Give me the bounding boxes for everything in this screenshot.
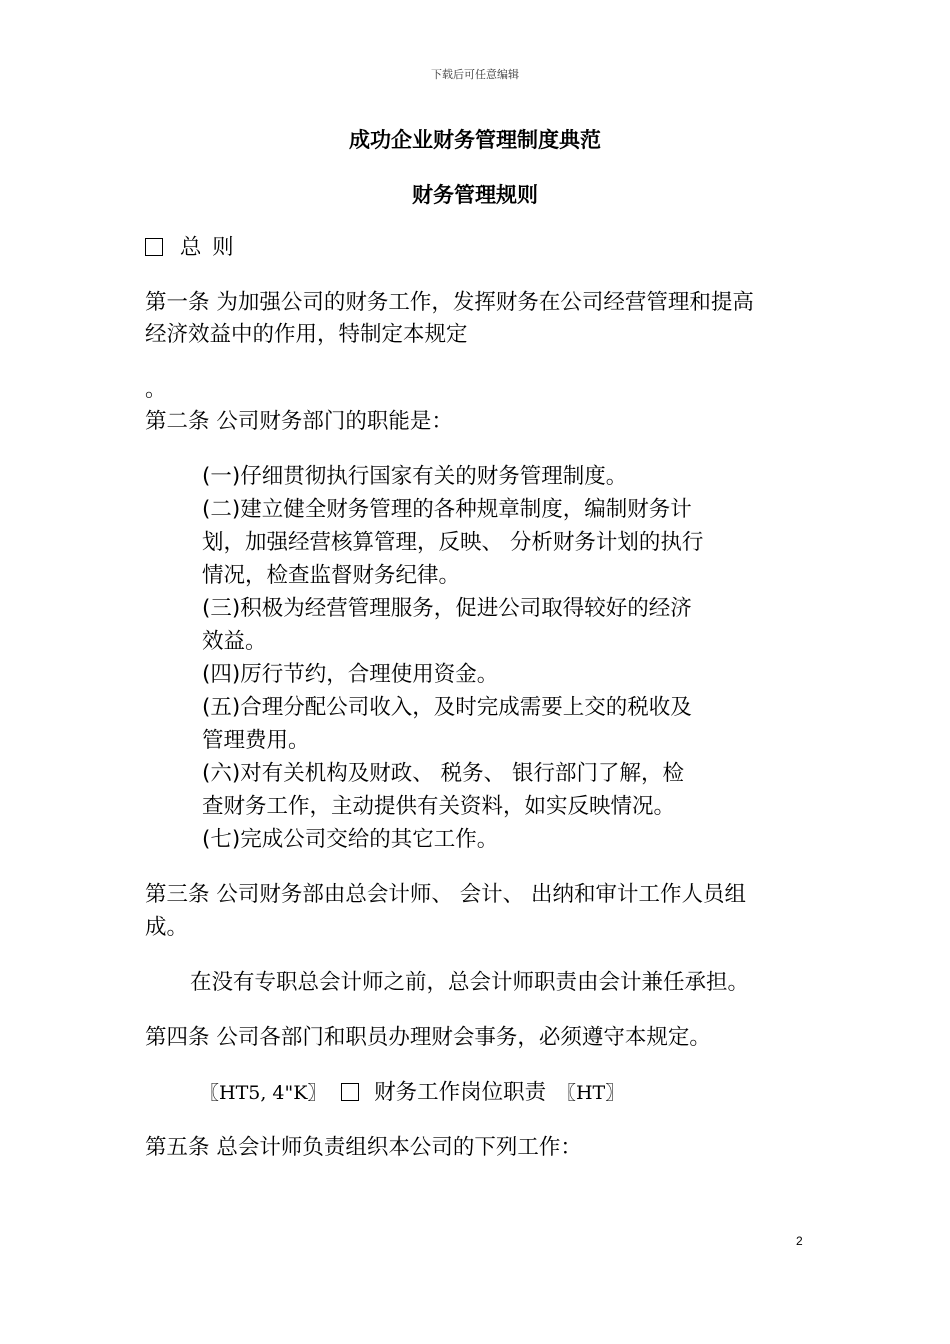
document-subtitle: 财务管理规则	[412, 183, 538, 207]
article-2-item-3-line-2: 效益。	[202, 629, 267, 654]
article-2-item-7: (七)完成公司交给的其它工作。	[202, 827, 499, 852]
document-title: 成功企业财务管理制度典范	[349, 128, 601, 152]
markup-code-prefix: 〖HT5, 4"K〗	[200, 1082, 327, 1104]
article-2-item-5-line-1: (五)合理分配公司收入，及时完成需要上交的税收及	[202, 695, 692, 720]
article-1-line-1: 第一条 为加强公司的财务工作，发挥财务在公司经营管理和提高	[145, 290, 754, 315]
article-2: 第二条 公司财务部门的职能是：	[145, 409, 453, 434]
article-2-item-6-line-1: (六)对有关机构及财政、 税务、 银行部门了解，检	[202, 761, 684, 786]
article-3-note: 在没有专职总会计师之前，总会计师职责由会计兼任承担。	[190, 970, 750, 995]
section-heading-label: 总 则	[179, 235, 236, 260]
article-2-item-6-line-2: 查财务工作，主动提供有关资料，如实反映情况。	[202, 794, 676, 819]
article-2-item-1: (一)仔细贯彻执行国家有关的财务管理制度。	[202, 464, 628, 489]
section-heading-general	[145, 235, 236, 261]
page-number: 2	[796, 1234, 803, 1248]
header-note: 下载后可任意编辑	[431, 68, 519, 81]
article-3-line-1: 第三条 公司财务部由总会计师、 会计、 出纳和审计工作人员组	[145, 882, 747, 907]
section-heading-label: 财务工作岗位职责	[374, 1080, 547, 1105]
checkbox-square-icon	[145, 238, 163, 256]
article-2-item-2-line-1: (二)建立健全财务管理的各种规章制度，编制财务计	[202, 497, 692, 522]
article-4: 第四条 公司各部门和职员办理财会事务，必须遵守本规定。	[145, 1025, 711, 1050]
article-2-item-5-line-2: 管理费用。	[202, 728, 310, 753]
section-heading-job-duties	[200, 1080, 624, 1106]
article-2-item-2-line-2: 划，加强经营核算管理，反映、 分析财务计划的执行	[202, 530, 704, 555]
article-2-item-4: (四)厉行节约，合理使用资金。	[202, 662, 499, 687]
article-1-line-2: 经济效益中的作用，特制定本规定	[145, 322, 468, 347]
article-2-item-3-line-1: (三)积极为经营管理服务，促进公司取得较好的经济	[202, 596, 692, 621]
article-2-item-2-line-3: 情况，检查监督财务纪律。	[202, 563, 461, 588]
article-3-line-2: 成。	[145, 915, 189, 940]
checkbox-square-icon	[341, 1083, 359, 1101]
markup-code-suffix: 〖HT〗	[556, 1082, 625, 1104]
article-5: 第五条 总会计师负责组织本公司的下列工作：	[145, 1135, 582, 1160]
article-1-period: 。	[145, 377, 167, 402]
